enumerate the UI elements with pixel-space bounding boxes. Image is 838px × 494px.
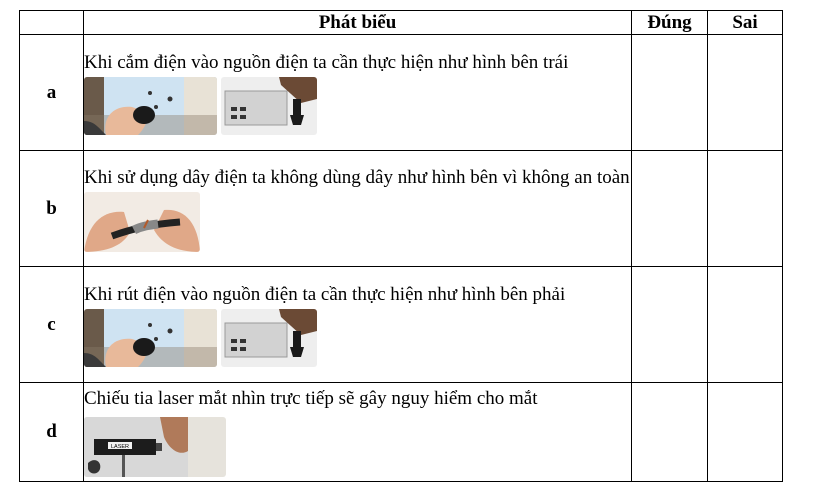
header-statement: Phát biểu: [84, 11, 632, 35]
true-checkbox-b[interactable]: [632, 151, 708, 267]
statement-row-b: [20, 151, 783, 267]
statement-text-b: Khi sử dụng dây điện ta không dùng dây như hình bên vì không an toàn: [84, 166, 630, 188]
statement-row-a: [20, 35, 783, 151]
row-key-b: b: [20, 151, 84, 267]
statement-cell-c: [84, 267, 632, 383]
statement-cell-b: [84, 151, 632, 267]
true-checkbox-a[interactable]: [632, 35, 708, 151]
statement-text-a: Khi cắm điện vào nguồn điện ta cần thực hiện như hình bên trái: [84, 51, 569, 73]
photo-plug-into-device: [221, 77, 317, 135]
false-checkbox-d[interactable]: [708, 383, 783, 482]
photo-damaged-taped-wire: [84, 192, 200, 252]
statement-row-d: [20, 383, 783, 482]
row-key-a: a: [20, 35, 84, 151]
false-checkbox-c[interactable]: [708, 267, 783, 383]
true-checkbox-c[interactable]: [632, 267, 708, 383]
row-key-d: d: [20, 383, 84, 482]
statement-text-c: Khi rút điện vào nguồn điện ta cần thực hiện như hình bên phải: [84, 283, 566, 305]
header-false: Sai: [708, 11, 783, 35]
laser-label: LASER: [110, 444, 130, 450]
true-false-table: [19, 10, 783, 482]
photo-plug-into-wall-socket: [84, 77, 217, 135]
row-key-c: c: [20, 267, 84, 383]
statement-cell-a: [84, 35, 632, 151]
false-checkbox-b[interactable]: [708, 151, 783, 267]
header-blank-cell: [20, 11, 84, 35]
statement-text-d: Chiếu tia laser mắt nhìn trực tiếp sẽ gây nguy hiểm cho mắt: [84, 388, 538, 409]
header-row: [20, 11, 783, 35]
statement-cell-d: [84, 383, 632, 482]
statement-row-c: [20, 267, 783, 383]
header-true: Đúng: [632, 11, 708, 35]
true-checkbox-d[interactable]: [632, 383, 708, 482]
photo-plug-into-wall-socket: [84, 309, 217, 367]
photo-plug-into-device: [221, 309, 317, 367]
photo-laser-device: [84, 417, 226, 477]
false-checkbox-a[interactable]: [708, 35, 783, 151]
